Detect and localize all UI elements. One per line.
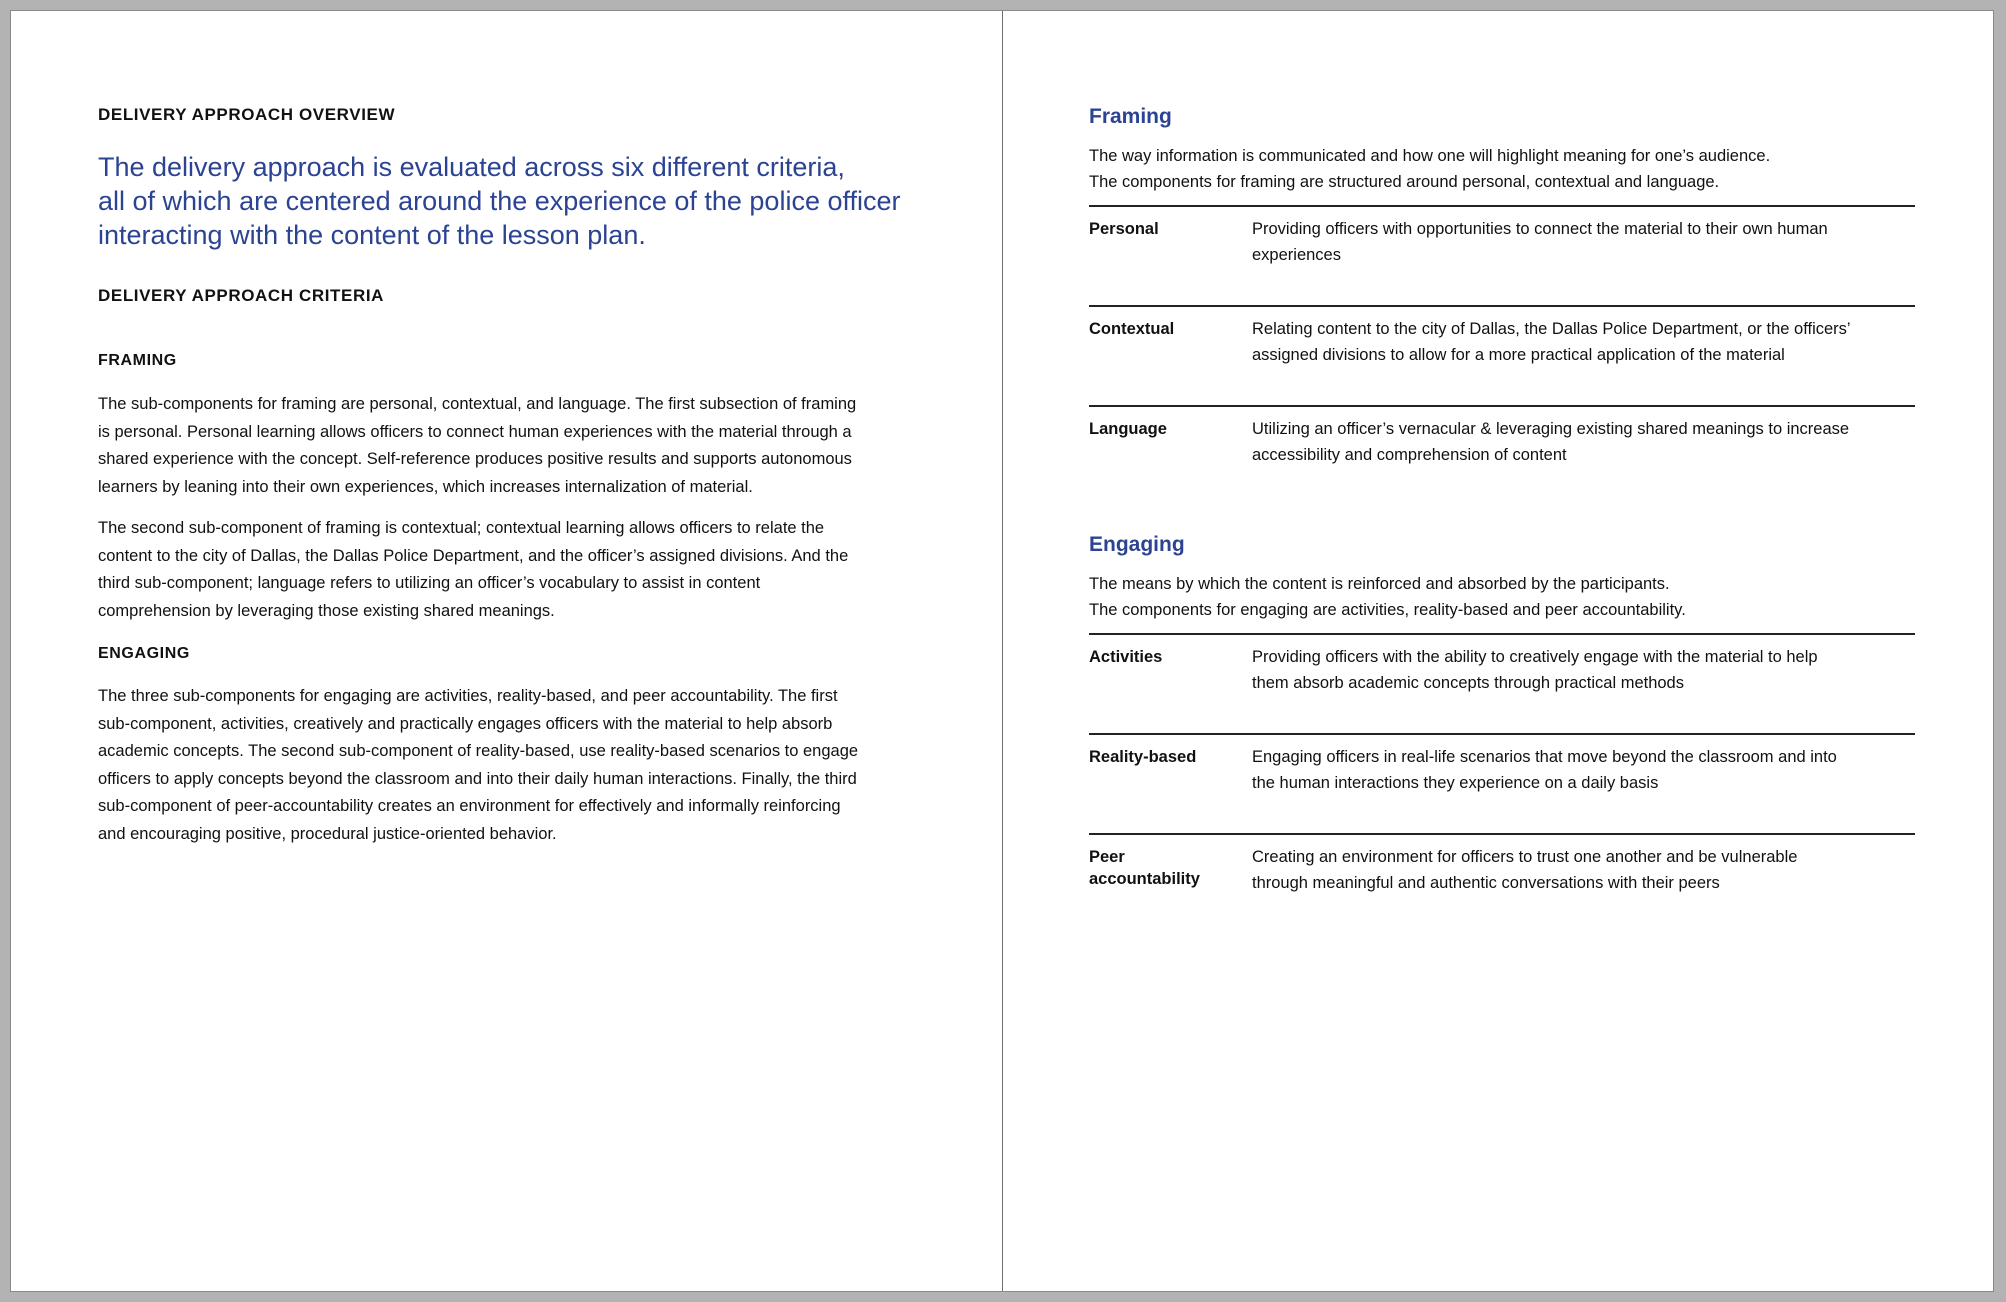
text-line: Providing officers with opportunities to connect the material to their own human: [1252, 220, 1828, 238]
text-line: sub-component, activities, creatively and practically engages officers with the material to help absorb: [98, 714, 833, 733]
text-line: assigned divisions to allow for a more practical application of the material: [1252, 346, 1785, 364]
row-description: [1252, 216, 1915, 305]
row-label: [1089, 318, 1252, 405]
text-line: The way information is communicated and how one will highlight meaning for one’s audience.: [1089, 147, 1771, 165]
framing-paragraph-1: [98, 391, 928, 501]
row-label: [1089, 746, 1252, 833]
text-line: third sub-component; language refers to utilizing an officer’s vocabulary to assist in content: [98, 574, 761, 592]
text-line: content to the city of Dallas, the Dallas Police Department, and the officer’s assigned divisions. And the: [98, 546, 849, 565]
table-row: [1089, 635, 1915, 735]
text-line: The means by which the content is reinforced and absorbed by the participants.: [1089, 575, 1670, 593]
text-line: and encouraging positive, procedural justice-oriented behavior.: [98, 824, 557, 843]
framing-heading: FRAMING: [98, 352, 177, 369]
text-line: The three sub-components for engaging are activities, reality-based, and peer accountability. The first: [98, 687, 838, 705]
framing-description: [1089, 143, 1915, 195]
row-description: [1252, 316, 1915, 405]
framing-table: [1089, 205, 1915, 507]
row-description: [1252, 844, 1915, 935]
table-row: [1089, 207, 1915, 307]
text-line: Engaging officers in real-life scenarios that move beyond the classroom and into: [1252, 748, 1837, 766]
page-divider: [1002, 11, 1003, 1291]
engaging-title: Engaging: [1089, 533, 1185, 556]
text-line: sub-component of peer-accountability creates an environment for effectively and informally reinforcing: [98, 797, 841, 815]
text-line: officers to apply concepts beyond the classroom and into their daily human interactions. Finally, the third: [98, 769, 857, 788]
intro-line: The delivery approach is evaluated across six different criteria,: [98, 152, 845, 182]
text-line: Relating content to the city of Dallas, the Dallas Police Department, or the officers’: [1252, 320, 1851, 338]
text-line: shared experience with the concept. Self-reference produces positive results and supports autonomous: [98, 450, 852, 468]
right-page: [1089, 105, 1915, 935]
text-line: Utilizing an officer’s vernacular & leveraging existing shared meanings to increase: [1252, 420, 1850, 438]
criteria-heading: DELIVERY APPROACH CRITERIA: [98, 286, 385, 305]
text-line: Providing officers with the ability to creatively engage with the material to help: [1252, 648, 1818, 666]
label-line: Reality-based: [1089, 748, 1197, 766]
label-line: Peer: [1089, 848, 1125, 866]
table-row: [1089, 835, 1915, 935]
row-description: [1252, 744, 1915, 833]
framing-paragraph-2: [98, 515, 928, 625]
engaging-description: [1089, 571, 1915, 623]
text-line: The second sub-component of framing is contextual; contextual learning allows officers to relate the: [98, 519, 825, 537]
document-spread: [10, 10, 1994, 1292]
framing-section: [1089, 105, 1915, 507]
overview-heading: DELIVERY APPROACH OVERVIEW: [98, 105, 396, 124]
text-line: them absorb academic concepts through practical methods: [1252, 674, 1684, 692]
text-line: academic concepts. The second sub-component of reality-based, use reality-based scenarios to engage: [98, 742, 859, 760]
engaging-table: [1089, 633, 1915, 935]
row-description: [1252, 416, 1915, 507]
text-line: The components for framing are structured around personal, contextual and language.: [1089, 173, 1720, 191]
engaging-heading: ENGAGING: [98, 645, 190, 662]
table-row: [1089, 407, 1915, 507]
text-line: the human interactions they experience on a daily basis: [1252, 774, 1659, 792]
intro-line: interacting with the content of the lesson plan.: [98, 220, 646, 250]
text-line: The sub-components for framing are personal, contextual, and language. The first subsection of framing: [98, 395, 857, 413]
text-line: accessibility and comprehension of content: [1252, 446, 1567, 464]
row-description: [1252, 644, 1915, 733]
text-line: experiences: [1252, 246, 1341, 264]
text-line: Creating an environment for officers to trust one another and be vulnerable: [1252, 848, 1798, 866]
intro-statement: [98, 150, 928, 252]
engaging-section: [1089, 533, 1915, 935]
label-line: Personal: [1089, 220, 1159, 238]
framing-title: Framing: [1089, 105, 1172, 128]
label-line: accountability: [1089, 870, 1200, 888]
engaging-paragraph: [98, 683, 928, 848]
label-line: Contextual: [1089, 320, 1175, 338]
table-row: [1089, 307, 1915, 407]
label-line: Activities: [1089, 648, 1163, 666]
row-label: [1089, 646, 1252, 733]
table-row: [1089, 735, 1915, 835]
row-label: [1089, 218, 1252, 305]
text-line: through meaningful and authentic conversations with their peers: [1252, 874, 1720, 892]
label-line: Language: [1089, 420, 1167, 438]
text-line: The components for engaging are activities, reality-based and peer accountability.: [1089, 601, 1686, 619]
text-line: learners by leaning into their own experiences, which increases internalization of material.: [98, 477, 753, 496]
row-label: [1089, 846, 1252, 935]
row-label: [1089, 418, 1252, 507]
text-line: is personal. Personal learning allows officers to connect human experiences with the material through a: [98, 422, 852, 441]
text-line: comprehension by leveraging those existing shared meanings.: [98, 601, 555, 620]
intro-line: all of which are centered around the experience of the police officer: [98, 186, 901, 216]
left-page: [98, 105, 928, 862]
